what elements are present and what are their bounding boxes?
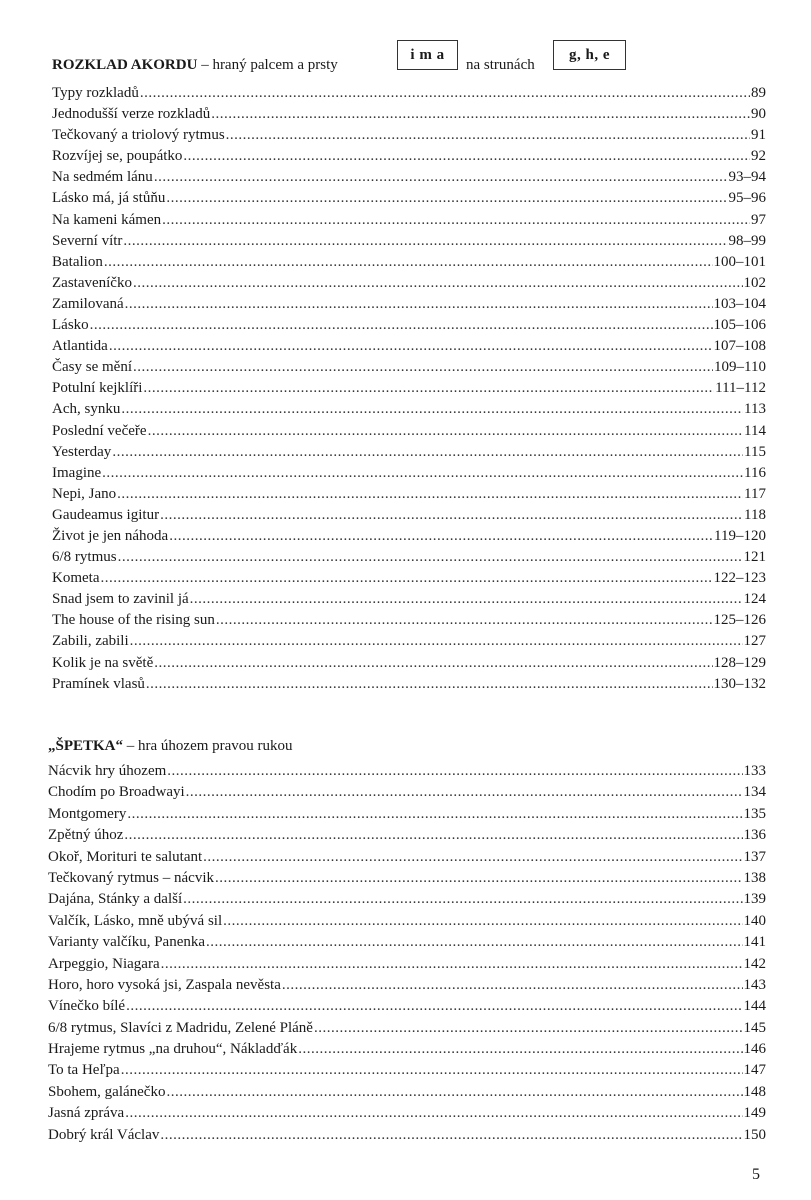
toc-entry-page: 95–96 [728,190,766,207]
toc-entry-page: 149 [743,1105,766,1122]
toc-entry-title: To ta Heľpa [48,1062,120,1079]
toc-entry-page: 116 [744,464,766,481]
toc-entry [48,1082,766,1103]
toc-leader-dots [223,911,742,932]
toc-leader-dots [206,932,742,953]
toc-entry-page: 89 [751,85,766,101]
toc-entry-page: 122–123 [713,570,766,587]
toc-entry-page: 103–104 [713,295,766,312]
toc-entry-page: 139 [743,891,766,908]
toc-entry-page: 124 [743,591,766,608]
toc-leader-dots [162,210,750,231]
toc-entry [52,210,766,231]
toc-entry-page: 121 [743,549,766,566]
toc-entry-page: 92 [751,148,766,165]
toc-leader-dots [167,761,742,782]
toc-leader-dots [183,889,742,910]
toc-leader-dots [112,442,743,463]
toc-leader-dots [216,610,713,631]
toc-entry-page: 107–108 [713,338,766,355]
toc-entry [52,653,766,674]
toc-leader-dots [127,804,742,825]
toc-leader-dots [102,463,743,484]
toc-entry-title: Horo, horo vysoká jsi, Zaspala nevěsta [48,976,281,993]
toc-entry-title: Sbohem, galánečko [48,1083,166,1100]
fingers-box-label: i m a [397,40,458,70]
toc-entry-title: Na sedmém lánu [52,169,153,186]
toc-entry-title: Zpětný úhoz [48,827,124,844]
toc-entry [48,996,766,1017]
toc-entry-page: 150 [743,1126,766,1143]
toc-leader-dots [130,631,743,652]
toc-entry [48,825,766,846]
toc-entry-page: 90 [751,106,766,123]
toc-entry-title: Zabili, zabili [52,633,129,650]
toc-leader-dots [146,674,713,695]
toc-entry-title: Pramínek vlasů [52,675,145,692]
toc-entry-page: 146 [743,1041,766,1058]
toc-entry-page: 142 [743,955,766,972]
toc-entry [52,252,766,273]
toc-entry-title: Hrajeme rytmus „na druhou“, Nákladďák [48,1041,298,1058]
toc-entry [52,146,766,167]
toc-entry-page: 141 [743,934,766,951]
toc-entry [52,188,766,209]
toc-entry-page: 133 [743,763,766,779]
toc-leader-dots [203,847,742,868]
toc-leader-dots [109,336,713,357]
toc-entry [52,547,766,568]
toc-entry-page: 138 [743,869,766,886]
toc-entry [52,610,766,631]
toc-leader-dots [117,484,743,505]
toc-entry-page: 136 [743,827,766,844]
toc-leader-dots [133,273,743,294]
toc-entry-page: 109–110 [714,359,766,376]
toc-entry-page: 93–94 [728,169,766,186]
toc-entry-title: Na kameni kámen [52,211,162,228]
toc-entry [48,889,766,910]
toc-entry [48,911,766,932]
toc-entry-title: Tečkovaný rytmus – nácvik [48,869,214,886]
toc-leader-dots [169,526,713,547]
toc-entry-page: 135 [743,805,766,822]
toc-entry-title: Zastaveníčko [52,274,132,291]
toc-entry [52,125,766,146]
toc-entry [52,674,766,695]
toc-leader-dots [123,231,727,252]
toc-entry-page: 98–99 [728,232,766,249]
toc-leader-dots [215,868,743,889]
toc-leader-dots [211,104,750,125]
toc-leader-dots [298,1039,742,1060]
toc-entry [52,83,766,104]
toc-entry-title: Poslední večeře [52,422,147,439]
toc-entry [52,273,766,294]
toc-entry-title: Život je jen náhoda [52,527,169,544]
toc-entry-title: Potulní kejklíři [52,380,143,397]
toc-entry-title: Dajána, Stánky a další [48,891,183,908]
toc-entry-title: Snad jsem to zavinil já [52,591,189,608]
toc-leader-dots [160,505,743,526]
section-heading-spetka [48,736,768,756]
toc-entry-title: Nepi, Jano [52,485,117,502]
toc-entry-page: 111–112 [715,380,766,397]
toc-leader-dots [125,1103,742,1124]
toc-entry [48,868,766,889]
toc-entry-title: Tečkovaný a triolový rytmus [52,127,225,144]
toc-leader-dots [314,1018,743,1039]
toc-leader-dots [143,378,714,399]
toc-entry-page: 140 [743,912,766,929]
toc-entry-page: 114 [744,422,766,439]
toc-leader-dots [154,653,712,674]
toc-entry-title: Varianty valčíku, Panenka [48,934,206,951]
toc-leader-dots [126,996,742,1017]
toc-entry-title: Batalion [52,253,103,270]
toc-entry-page: 134 [743,784,766,801]
toc-leader-dots [282,975,743,996]
toc-entry-title: Okoř, Morituri te salutant [48,848,203,865]
toc-entry [48,954,766,975]
toc-entry [52,104,766,125]
toc-leader-dots [166,188,727,209]
toc-entry [48,1060,766,1081]
toc-list-spetka [48,761,766,1146]
toc-entry-page: 128–129 [713,654,766,671]
toc-entry [52,399,766,420]
toc-entry [52,315,766,336]
toc-leader-dots [160,1125,742,1146]
toc-entry-title: Lásko [52,317,89,334]
section-title: ROZKLAD AKORDU [52,57,198,73]
toc-entry-page: 105–106 [713,317,766,334]
toc-entry [48,761,766,782]
toc-entry [52,631,766,652]
toc-leader-dots [121,399,743,420]
strings-text: na strunách [466,57,535,73]
toc-entry-title: The house of the rising sun [52,612,215,629]
toc-entry-title: Jasná zpráva [48,1105,125,1122]
toc-entry-page: 119–120 [714,527,766,544]
section-subtitle: – hra úhozem pravou rukou [123,738,293,754]
toc-entry-title: 6/8 rytmus [52,549,117,566]
toc-entry [52,589,766,610]
toc-entry-title: Zamilovaná [52,295,124,312]
toc-entry-page: 117 [744,485,766,502]
toc-entry-page: 125–126 [713,612,766,629]
toc-entry [48,1125,766,1146]
toc-entry-page: 137 [743,848,766,865]
toc-entry-title: Montgomery [48,805,127,822]
toc-leader-dots [183,146,750,167]
toc-entry [48,1039,766,1060]
toc-entry-title: Ach, synku [52,401,121,418]
toc-entry [52,167,766,188]
toc-entry [48,975,766,996]
toc-entry [52,463,766,484]
toc-entry [52,336,766,357]
toc-entry-title: Typy rozkladů [52,85,139,101]
toc-entry-title: Vínečko bílé [48,998,126,1015]
section-title: „ŠPETKA“ [48,738,124,754]
toc-leader-dots [133,357,713,378]
toc-entry [48,804,766,825]
toc-entry-title: Dobrý král Václav [48,1126,160,1143]
toc-entry [52,484,766,505]
toc-entry [52,421,766,442]
toc-leader-dots [190,589,743,610]
toc-entry-page: 127 [743,633,766,650]
toc-entry-page: 97 [751,211,766,228]
toc-entry [48,1103,766,1124]
toc-entry [52,442,766,463]
toc-entry [52,357,766,378]
toc-leader-dots [121,1060,743,1081]
toc-leader-dots [118,547,743,568]
section-heading-rozklad-akordu [52,47,772,84]
toc-entry-title: Valčík, Lásko, mně ubývá sil [48,912,223,929]
toc-entry-title: Gaudeamus igitur [52,506,160,523]
toc-entry-title: Časy se mění [52,359,132,376]
toc-entry-title: Imagine [52,464,102,481]
toc-entry [48,1018,766,1039]
toc-entry-title: Yesterday [52,443,112,460]
toc-entry-page: 145 [743,1019,766,1036]
toc-entry-title: Chodím po Broadwayi [48,784,185,801]
toc-leader-dots [154,167,728,188]
toc-entry [52,568,766,589]
toc-entry-page: 148 [743,1083,766,1100]
toc-entry-title: 6/8 rytmus, Slavíci z Madridu, Zelené Pláně [48,1019,313,1036]
toc-entry-page: 144 [743,998,766,1015]
toc-entry [48,847,766,868]
toc-entry [52,505,766,526]
toc-entry-page: 130–132 [713,675,766,692]
toc-entry-page: 115 [744,443,766,460]
toc-leader-dots [186,782,743,803]
toc-entry-page: 100–101 [713,253,766,270]
toc-entry [52,231,766,252]
toc-leader-dots [125,294,713,315]
page-number: 5 [752,1166,760,1183]
toc-leader-dots [226,125,750,146]
toc-entry [52,294,766,315]
toc-entry-page: 118 [744,506,766,523]
toc-entry-title: Kolik je na světě [52,654,154,671]
toc-entry-title: Nácvik hry úhozem [48,763,167,779]
toc-entry-page: 113 [744,401,766,418]
toc-entry [52,526,766,547]
toc-leader-dots [148,421,743,442]
toc-leader-dots [161,954,743,975]
toc-entry-title: Severní vítr [52,232,123,249]
toc-entry-title: Arpeggio, Niagara [48,955,160,972]
toc-leader-dots [90,315,713,336]
toc-leader-dots [140,83,750,104]
toc-entry-title: Jednodušší verze rozkladů [52,106,211,123]
toc-entry-title: Atlantida [52,338,108,355]
toc-entry [48,932,766,953]
toc-entry-page: 91 [751,127,766,144]
section-subtitle: – hraný palcem a prsty [197,57,338,73]
toc-leader-dots [166,1082,742,1103]
toc-list-rozklad-akordu [52,83,766,695]
toc-entry-page: 143 [743,976,766,993]
toc-entry [48,782,766,803]
toc-entry-page: 102 [743,274,766,291]
toc-leader-dots [100,568,712,589]
toc-entry-page: 147 [743,1062,766,1079]
toc-entry-title: Lásko má, já stůňu [52,190,166,207]
toc-leader-dots [104,252,713,273]
strings-box-label: g, h, e [553,40,626,70]
toc-entry-title: Kometa [52,570,100,587]
toc-entry-title: Rozvíjej se, poupátko [52,148,183,165]
toc-entry [52,378,766,399]
toc-leader-dots [124,825,742,846]
